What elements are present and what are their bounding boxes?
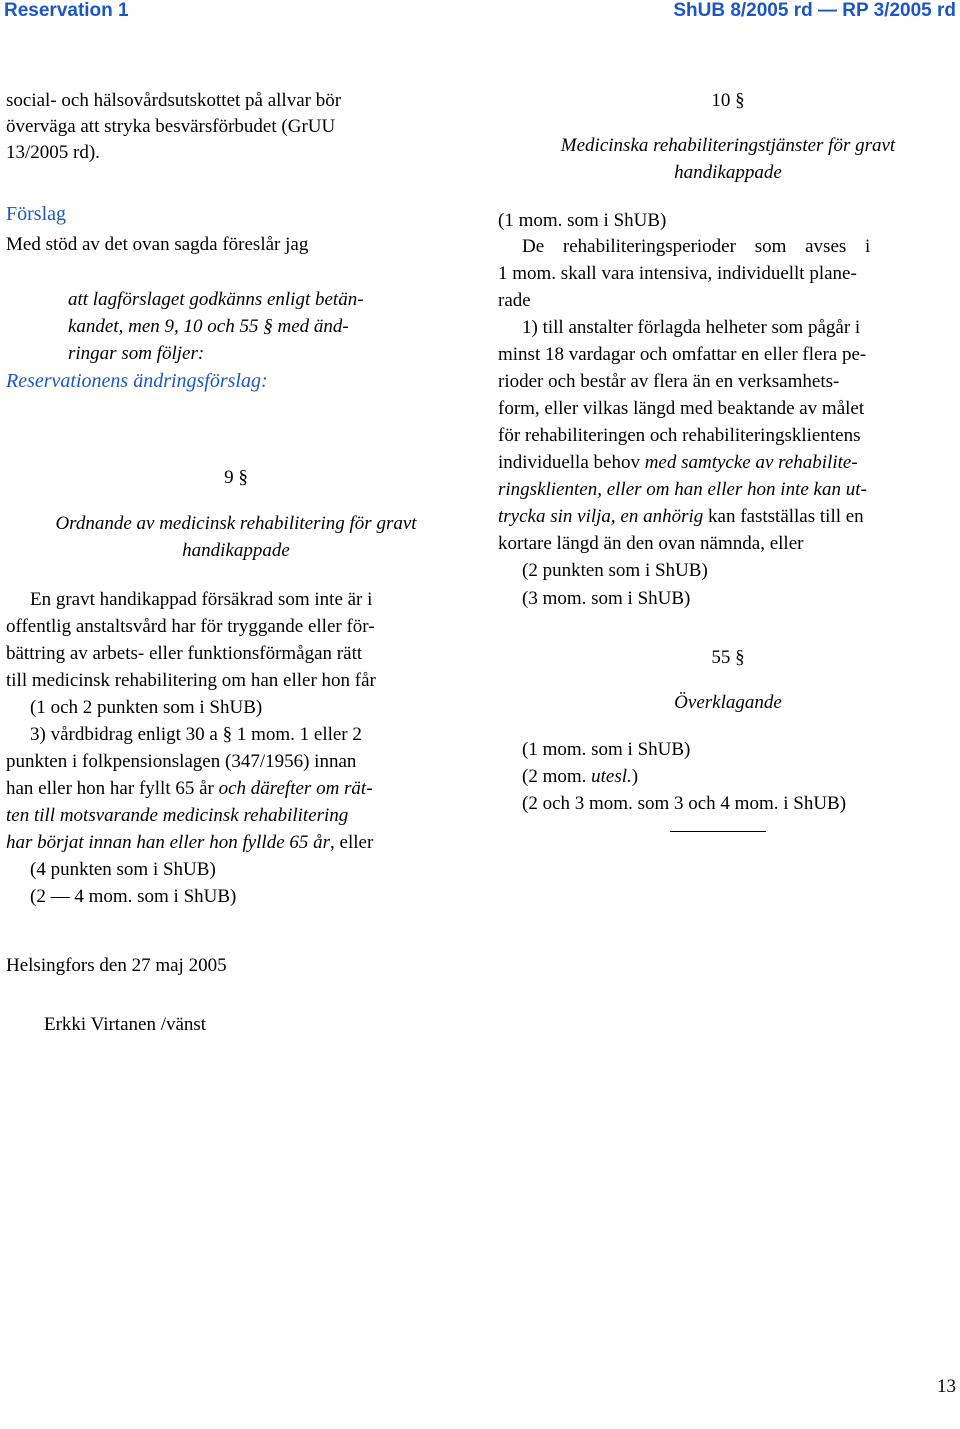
section-9-item3-line-4: ten till motsvarande medicinsk rehabilitering (6, 805, 349, 826)
section-9-body-1: En gravt handikappad försäkrad som inte är i (30, 589, 373, 610)
end-rule (670, 831, 766, 832)
section-10-body-2: 1 mom. skall vara intensiva, individuellt plane- (498, 263, 857, 284)
section-9-body-2: offentlig anstaltsvård har för tryggande eller för- (6, 616, 375, 637)
header-title-right: ShUB 8/2005 rd — RP 3/2005 rd (673, 0, 956, 21)
section-9-ref-3: (2 — 4 mom. som i ShUB) (30, 886, 237, 907)
section-55-ref-3: (2 och 3 mom. som 3 och 4 mom. i ShUB) (522, 793, 847, 814)
section-55-ref-2: (2 mom. utesl.) (522, 766, 639, 787)
right-column (498, 0, 960, 1429)
section-9-item3-line-3: han eller hon har fyllt 65 år och därefter om rät- (6, 778, 373, 799)
page-number: 13 (937, 1376, 956, 1397)
section-55-title: Överklagande (674, 692, 782, 713)
section-10-body-1: De rehabiliteringsperioder som avses i (522, 236, 871, 257)
section-9-number: 9 § (224, 467, 248, 488)
left-column (0, 0, 470, 1429)
section-9-title-1: Ordnande av medicinsk rehabilitering för gravt (55, 513, 417, 534)
header-title-left: Reservation 1 (4, 0, 129, 21)
section-10-title-2: handikappade (674, 162, 782, 183)
section-10-line-7: ringsklienten, eller om han eller hon inte kan ut- (498, 479, 867, 500)
section-9-title-2: handikappade (182, 540, 290, 561)
amendment-heading: Reservationens ändringsförslag: (6, 370, 268, 392)
intro-line-3: 13/2005 rd). (6, 142, 100, 163)
section-10-ref-2: (2 punkten som i ShUB) (522, 560, 708, 581)
section-9-body-4: till medicinsk rehabilitering om han eller hon får (6, 670, 376, 691)
place-date: Helsingfors den 27 maj 2005 (6, 955, 227, 976)
section-9-item3-line-2: punkten i folkpensionslagen (347/1956) innan (6, 751, 357, 772)
section-10-title-1: Medicinska rehabiliteringstjänster för gravt (560, 135, 896, 156)
section-10-body-3: rade (498, 290, 531, 311)
intro-line-1: social- och hälsovårdsutskottet på allvar bör (6, 90, 342, 111)
section-10-number: 10 § (711, 90, 745, 111)
section-10-ref-3: (3 mom. som i ShUB) (522, 588, 691, 609)
section-55-number: 55 § (711, 647, 745, 668)
section-10-item1-line-4: form, eller vilkas längd med beaktande av målet (498, 398, 865, 419)
section-10-item1-line-2: minst 18 vardagar och omfattar en eller flera pe- (498, 344, 867, 365)
proposal-line-3: ringar som följer: (68, 343, 205, 364)
section-10-ref-1: (1 mom. som i ShUB) (498, 210, 667, 231)
forslag-heading: Förslag (6, 203, 66, 225)
proposal-line-1: att lagförslaget godkänns enligt betän- (68, 289, 364, 310)
section-9-ref-2: (4 punkten som i ShUB) (30, 859, 216, 880)
section-9-body-3: bättring av arbets- eller funktionsförmågan rätt (6, 643, 363, 664)
signature: Erkki Virtanen /vänst (44, 1014, 207, 1035)
proposal-line-2: kandet, men 9, 10 och 55 § med änd- (68, 316, 349, 337)
section-10-item1-line-5: för rehabiliteringen och rehabiliteringsklientens (498, 425, 861, 446)
section-10-item1-line-1: 1) till anstalter förlagda helheter som pågår i (522, 317, 861, 338)
intro-line-2: överväga att stryka besvärsförbudet (GrUU (6, 116, 336, 137)
section-10-line-6: individuella behov med samtycke av rehabilite- (498, 452, 858, 473)
forslag-text: Med stöd av det ovan sagda föreslår jag (6, 234, 309, 255)
section-10-line-9: kortare längd än den ovan nämnda, eller (498, 533, 804, 554)
section-10-line-8: trycka sin vilja, en anhörig kan fastställas till en (498, 506, 864, 527)
section-10-item1-line-3: rioder och består av flera än en verksamhets- (498, 371, 840, 392)
section-55-ref-1: (1 mom. som i ShUB) (522, 739, 691, 760)
section-9-item3-line-5: har börjat innan han eller hon fyllde 65 år, eller (6, 832, 374, 853)
section-9-item3-line-1: 3) vårdbidrag enligt 30 a § 1 mom. 1 eller 2 (30, 724, 362, 745)
section-9-ref-1: (1 och 2 punkten som i ShUB) (30, 697, 263, 718)
